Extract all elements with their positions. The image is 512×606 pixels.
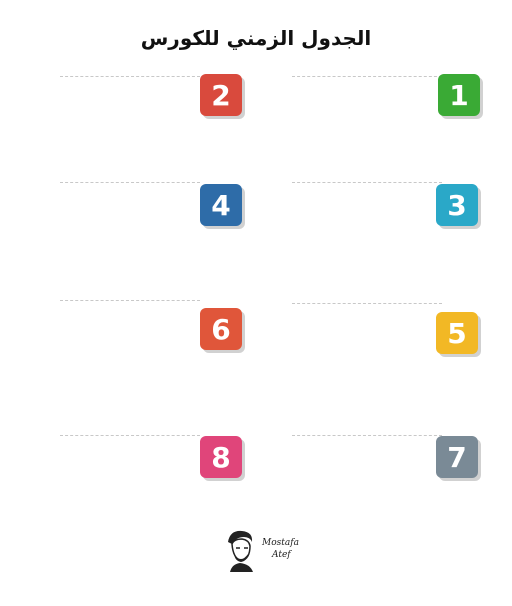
signature-line-1: Mostafa (262, 538, 299, 548)
divider (292, 76, 442, 77)
lecture-5-number-badge: 5 (436, 312, 478, 354)
author-portrait-icon (220, 528, 260, 572)
divider (60, 300, 200, 301)
lecture-2-number-badge: 2 (200, 74, 242, 116)
lecture-8-number-badge: 8 (200, 436, 242, 478)
lecture-4-number-badge: 4 (200, 184, 242, 226)
lecture-7-number-badge: 7 (436, 436, 478, 478)
divider (60, 182, 200, 183)
page-title: الجدول الزمني للكورس (140, 26, 372, 50)
divider (292, 182, 442, 183)
signature-line-2: Atef (272, 550, 291, 560)
divider (292, 435, 442, 436)
lecture-6-number-badge: 6 (200, 308, 242, 350)
divider (60, 435, 200, 436)
divider (60, 76, 200, 77)
author-logo (220, 528, 340, 572)
lecture-1-number-badge: 1 (438, 74, 480, 116)
divider (292, 303, 442, 304)
lecture-3-number-badge: 3 (436, 184, 478, 226)
